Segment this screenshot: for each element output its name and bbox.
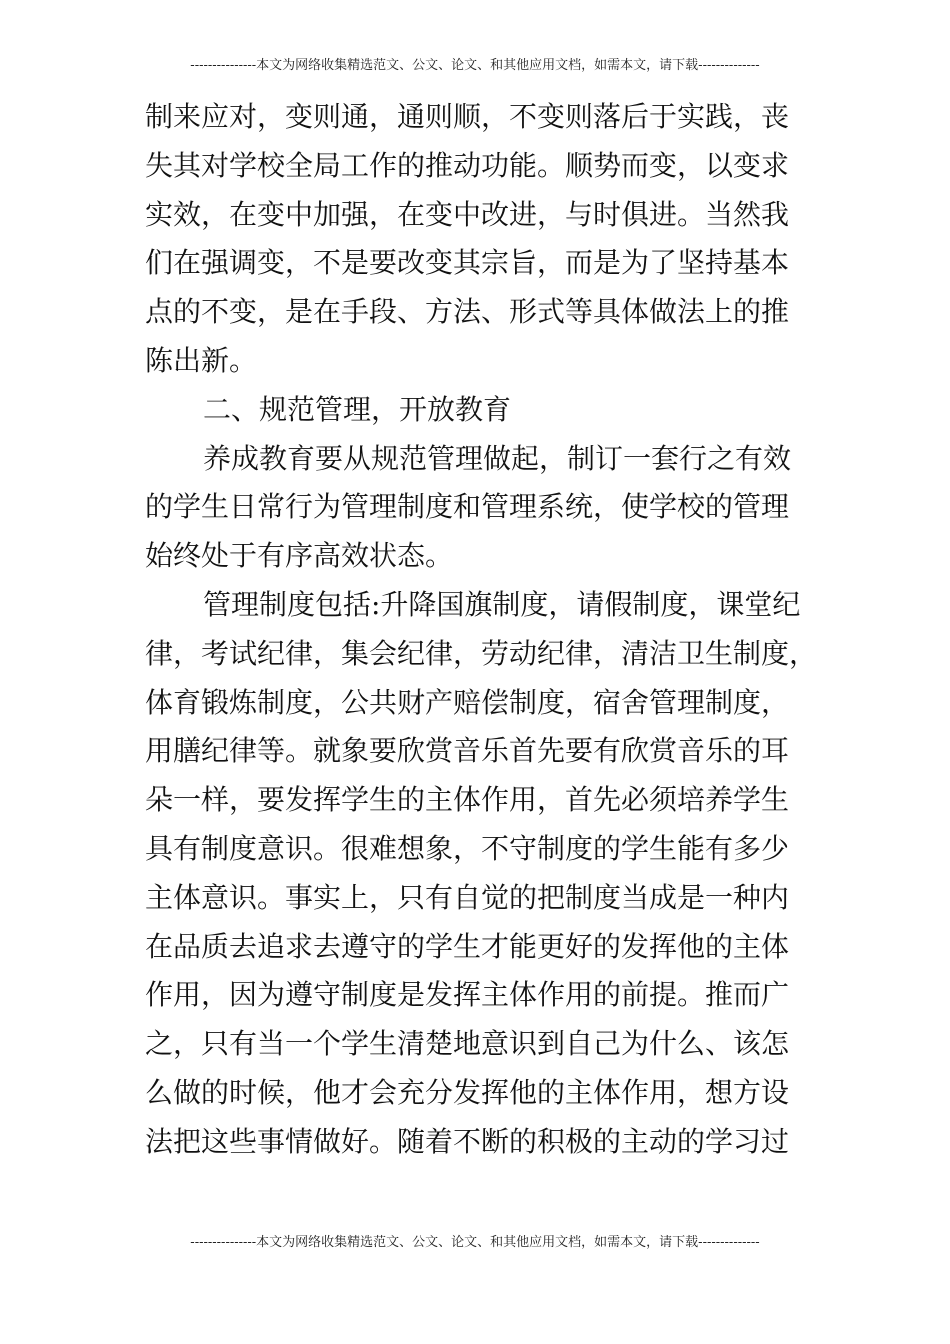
- document-body: [145, 93, 825, 1167]
- text-line: 点的不变，是在手段、方法、形式等具体做法上的推: [145, 295, 790, 329]
- text-line: 实效，在变中加强，在变中改进，与时俱进。当然我: [145, 197, 790, 231]
- text-line: 失其对学校全局工作的推动功能。顺势而变，以变求: [145, 148, 790, 182]
- text-line: 制来应对，变则通，通则顺，不变则落后于实践，丧: [145, 100, 790, 133]
- text-line: 管理制度包括:升降国旗制度，请假制度，课堂纪: [203, 587, 801, 621]
- text-line: 具有制度意识。很难想象，不守制度的学生能有多少: [145, 831, 790, 865]
- text-line: 养成教育要从规范管理做起，制订一套行之有效: [203, 441, 792, 475]
- text-line: 们在强调变，不是要改变其宗旨，而是为了坚持基本: [145, 246, 790, 280]
- header-banner: ---------------本文为网络收集精选范文、公文、论文、和其他应用文档，如需本文，请下载--------------: [190, 58, 760, 73]
- text-line: 在品质去追求去遵守的学生才能更好的发挥他的主体: [145, 929, 790, 963]
- text-line: 的学生日常行为管理制度和管理系统，使学校的管理: [145, 490, 790, 524]
- text-line: 用膳纪律等。就象要欣赏音乐首先要有欣赏音乐的耳: [145, 734, 790, 768]
- text-line: 律，考试纪律，集会纪律，劳动纪律，清洁卫生制度，: [145, 636, 818, 670]
- text-line: 陈出新。: [145, 343, 258, 377]
- text-line: 法把这些事情做好。随着不断的积极的主动的学习过: [145, 1124, 790, 1158]
- footer-banner: ---------------本文为网络收集精选范文、公文、论文、和其他应用文档，如需本文，请下载--------------: [190, 1235, 760, 1250]
- text-line: 么做的时候，他才会充分发挥他的主体作用，想方设: [145, 1075, 790, 1109]
- text-line: 体育锻炼制度，公共财产赔偿制度，宿舍管理制度，: [145, 685, 790, 719]
- text-line: 始终处于有序高效状态。: [145, 539, 454, 573]
- text-line: 作用，因为遵守制度是发挥主体作用的前提。推而广: [145, 978, 790, 1012]
- text-line: 主体意识。事实上，只有自觉的把制度当成是一种内: [145, 880, 790, 914]
- section-heading: 二、规范管理，开放教育: [203, 392, 512, 426]
- text-line: 朵一样，要发挥学生的主体作用，首先必须培养学生: [145, 783, 790, 817]
- text-line: 之，只有当一个学生清楚地意识到自己为什么、该怎: [145, 1027, 790, 1061]
